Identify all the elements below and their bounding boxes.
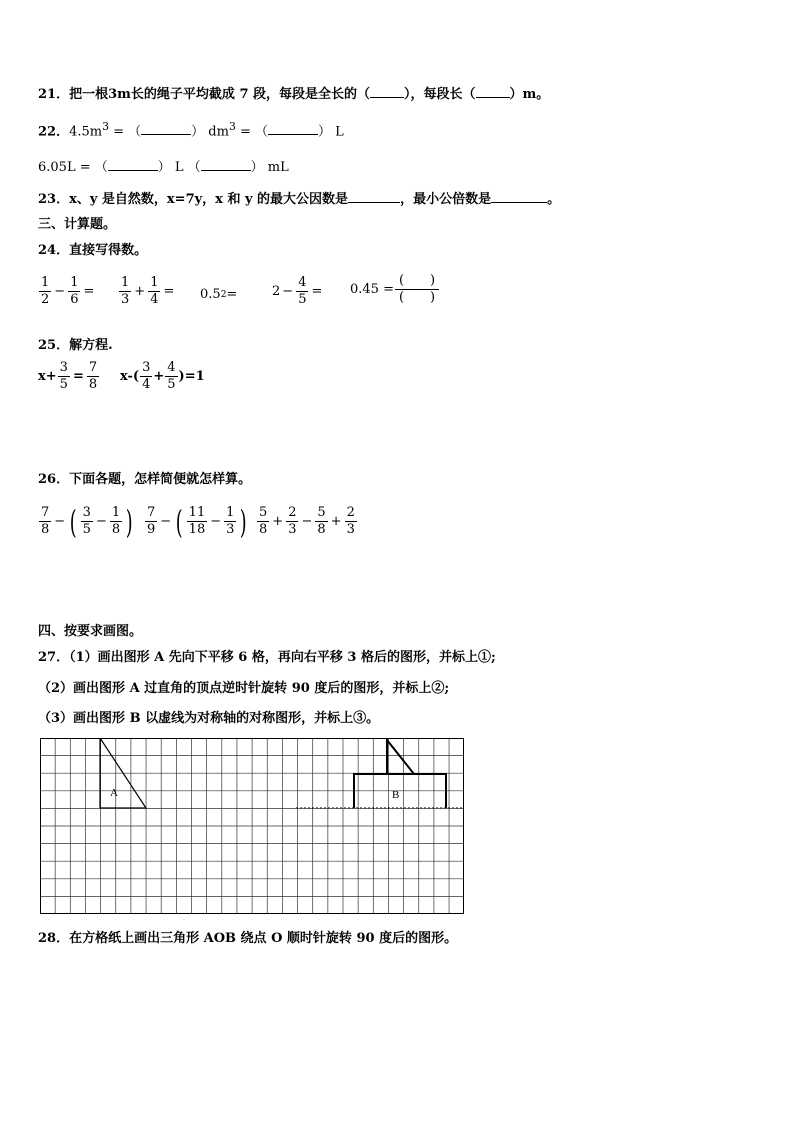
- q23-number: 23．: [38, 192, 70, 207]
- question-27-part-2: （2）画出图形 A 过直角的顶点逆时针旋转 90 度后的图形，并标上②;: [38, 681, 450, 696]
- q27-number: 27．: [38, 650, 70, 665]
- q25-title: 解方程.: [69, 338, 113, 353]
- fraction: $\frac{3}{5}$: [59, 360, 68, 392]
- shape-b-label: B: [392, 789, 400, 801]
- q24-expr-4: [272, 275, 324, 308]
- q23-mid: ，最小公倍数是: [400, 192, 492, 207]
- base: 0.5: [200, 287, 221, 302]
- operator: +: [330, 514, 342, 529]
- q22-number: 22．: [38, 124, 70, 140]
- question-27-part-1: [38, 646, 496, 665]
- section-3-heading: 三、计算题。: [38, 217, 117, 232]
- q23-end: 。: [547, 192, 561, 207]
- fraction: $\frac{5}{8}$: [259, 505, 268, 537]
- question-25-title: [38, 334, 113, 353]
- q24-expr-5: [350, 273, 440, 306]
- operator: −: [210, 514, 222, 529]
- q21-number: 21．: [38, 87, 70, 102]
- fraction: $\frac{1}{2}$: [41, 275, 50, 307]
- question-22-line-2: [38, 156, 289, 175]
- q23-blank-2[interactable]: [491, 202, 547, 203]
- q25-equation-2: [120, 360, 205, 393]
- q21-text-b: 长的绳子平均截成 7 段，每段是全长的（: [130, 87, 371, 102]
- q22-b-unit-2: ） mL: [250, 160, 289, 175]
- equals: =: [311, 284, 323, 299]
- q21-text-a: 把一根: [69, 87, 109, 102]
- fraction: $\frac{1}{4}$: [150, 275, 159, 307]
- fraction: $\frac{1}{3}$: [226, 505, 235, 537]
- q22-unit-1: ） dm: [191, 124, 229, 140]
- q22-unit-2: ） L: [318, 124, 344, 140]
- fraction: $\frac{7}{8}$: [41, 505, 50, 537]
- q22-blank-1[interactable]: [141, 134, 191, 135]
- q21-text-d: ）m。: [509, 87, 550, 102]
- q22-blank-2[interactable]: [268, 134, 318, 135]
- fraction: $\frac{2}{3}$: [346, 505, 355, 537]
- fraction: $\frac{7}{8}$: [88, 360, 98, 392]
- q24-number: 24．: [38, 243, 70, 258]
- q23-text: x、y 是自然数，x=7y，x 和 y 的最大公因数是: [69, 192, 349, 207]
- left-paren: (: [175, 502, 183, 541]
- q21-text-c: ），每段长（: [404, 87, 476, 102]
- operator: −: [95, 514, 107, 529]
- operator: −: [282, 284, 294, 299]
- fraction: $\frac{2}{3}$: [288, 505, 297, 537]
- q28-number: 28．: [38, 931, 70, 946]
- q26-expr-2: [144, 502, 250, 541]
- q22-eq-2: = （: [235, 124, 269, 140]
- q25-number: 25．: [38, 338, 70, 353]
- answer-fraction[interactable]: $\frac{( )}{( )}$: [395, 273, 439, 306]
- q26-title: 下面各题，怎样简便就怎样算。: [69, 472, 252, 487]
- equals: =: [83, 284, 95, 299]
- operator: +: [134, 284, 146, 299]
- q23-blank-1[interactable]: [348, 202, 400, 203]
- q24-expr-1: [38, 275, 96, 308]
- question-21: [38, 83, 549, 102]
- q22-sup-1: 3: [102, 120, 109, 133]
- question-24-title: [38, 239, 147, 258]
- fraction: $\frac{4}{5}$: [167, 360, 176, 392]
- fraction: $\frac{11}{18}$: [188, 505, 206, 537]
- fraction: $\frac{1}{8}$: [111, 505, 121, 537]
- grid-paper[interactable]: [40, 738, 464, 914]
- q22-blank-4[interactable]: [201, 170, 251, 171]
- section-4-heading: 四、按要求画图。: [38, 624, 143, 639]
- q22-value: 4.5m: [69, 124, 103, 140]
- suffix: )=1: [178, 369, 205, 384]
- q26-expr-3: [256, 505, 358, 538]
- q26-expr-1: [38, 502, 136, 541]
- fraction: $\frac{5}{8}$: [317, 505, 326, 537]
- operator: +: [272, 514, 284, 529]
- equals: =: [72, 369, 84, 384]
- whole: 2: [272, 284, 281, 299]
- prefix: x-(: [120, 369, 140, 384]
- q21-blank-2[interactable]: [476, 97, 510, 98]
- prefix: x+: [38, 369, 57, 384]
- q25-equation-1: [38, 360, 100, 393]
- q21-blank-1[interactable]: [370, 97, 404, 98]
- question-22-line-1: [38, 120, 344, 139]
- fraction: $\frac{3}{4}$: [142, 360, 151, 392]
- q26-number: 26．: [38, 472, 70, 487]
- right-paren: ): [125, 502, 133, 541]
- shape-a-label: A: [110, 787, 118, 799]
- exponent: 2: [220, 289, 227, 300]
- operator: −: [301, 514, 313, 529]
- q28-text: 在方格纸上画出三角形 AOB 绕点 O 顺时针旋转 90 度后的图形。: [69, 931, 458, 946]
- grid-lines: [40, 738, 464, 914]
- q22-b-value: 6.05L = （: [38, 160, 108, 175]
- right-paren: ): [240, 502, 248, 541]
- q24-expr-3: [200, 287, 237, 302]
- question-27-part-3: （3）画出图形 B 以虚线为对称轴的对称图形，并标上③。: [38, 711, 380, 726]
- shape-b-flag: [387, 740, 414, 774]
- fraction: $\frac{4}{5}$: [298, 275, 307, 307]
- fraction: $\frac{3}{5}$: [82, 505, 91, 537]
- operator: −: [160, 514, 172, 529]
- question-28: [38, 927, 457, 946]
- lhs: 0.45 =: [350, 282, 394, 297]
- q22-b-unit-1: ） L （: [157, 160, 201, 175]
- equals: =: [163, 284, 175, 299]
- fraction: $\frac{1}{6}$: [70, 275, 79, 307]
- operator: −: [54, 514, 66, 529]
- q22-sup-2: 3: [228, 120, 236, 133]
- fraction: $\frac{1}{3}$: [121, 275, 130, 307]
- fraction: $\frac{7}{9}$: [147, 505, 156, 537]
- operator: −: [54, 284, 66, 299]
- question-26-title: [38, 468, 251, 487]
- q21-length: 3m: [108, 87, 131, 102]
- q24-title: 直接写得数。: [69, 243, 148, 258]
- q27-part-1-text: （1）画出图形 A 先向下平移 6 格，再向右平移 3 格后的图形，并标上①;: [69, 650, 496, 665]
- question-23: [38, 188, 560, 207]
- equals: =: [226, 287, 238, 302]
- q22-blank-3[interactable]: [108, 170, 158, 171]
- q22-eq-1: = （: [109, 124, 142, 140]
- left-paren: (: [69, 502, 77, 541]
- q24-expr-2: [118, 275, 176, 308]
- operator: +: [153, 369, 165, 384]
